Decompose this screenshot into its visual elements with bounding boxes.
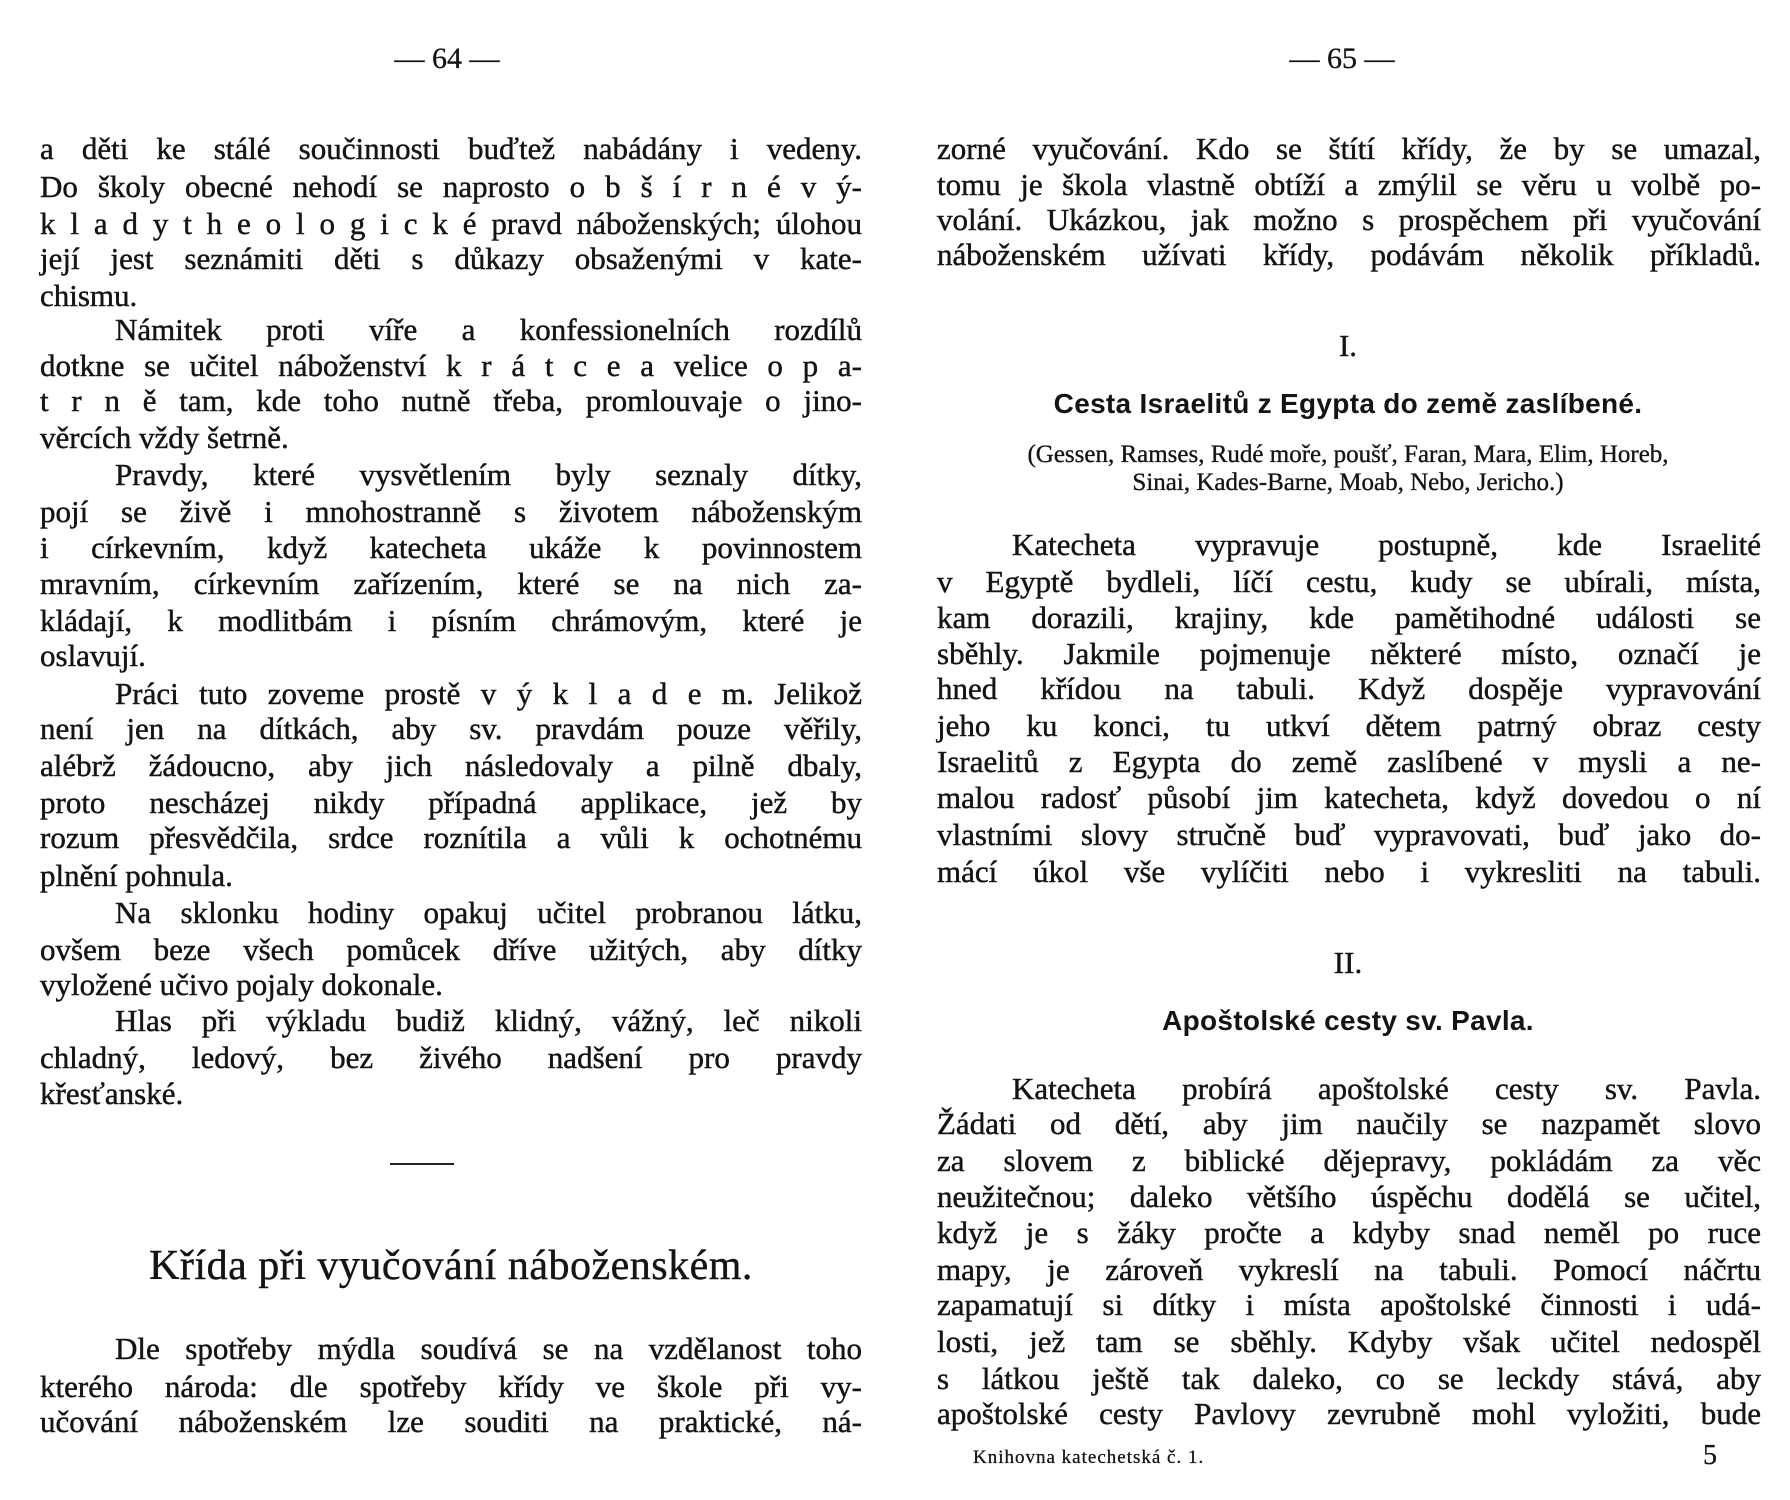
text-line: vlastními slovy stručně buď vypravovati, buď jako do- bbox=[937, 817, 1761, 852]
text-line: rozum přesvědčila, srdce roznítila a vůli k ochotnému bbox=[40, 820, 862, 855]
chapter-title: Křída při vyučování náboženském. bbox=[149, 1243, 753, 1289]
text-line: malou radosť působí jim katecheta, když dovedou o ní bbox=[937, 780, 1761, 815]
text-line: náboženském užívati křídy, podávám několik příkladů. bbox=[937, 237, 1761, 272]
text-line: její jest seznámiti děti s důkazy obsaženými v kate- bbox=[40, 241, 862, 276]
text-line: Pravdy, které vysvětlením byly seznaly dítky, bbox=[115, 457, 862, 492]
section-divider bbox=[390, 1163, 454, 1165]
places-list-line-2: Sinai, Kades-Barne, Moab, Nebo, Jericho.) bbox=[1132, 469, 1564, 496]
text-line: mravním, církevním zařízením, které se na nich za- bbox=[40, 566, 862, 601]
text-line: Práci tuto zoveme prostě v ý k l a d e m. Jelikož bbox=[115, 676, 862, 711]
text-line: hned křídou na tabuli. Když dospěje vypravování bbox=[937, 671, 1761, 706]
text-line: Dle spotřeby mýdla soudívá se na vzdělanost toho bbox=[115, 1331, 862, 1366]
text-line: jeho ku konci, tu utkví dětem patrný obraz cesty bbox=[937, 708, 1761, 743]
text-line: apoštolské cesty Pavlovy zevrubně mohl vyložiti, bude bbox=[937, 1396, 1761, 1431]
page-number-left: — 64 — bbox=[394, 42, 500, 75]
page-number-right: — 65 — bbox=[1289, 42, 1395, 75]
text-line: a děti ke stálé součinnosti buďtež nabádány i vedeny. bbox=[40, 131, 862, 166]
text-line: losti, jež tam se sběhly. Kdyby však učitel nedospěl bbox=[937, 1324, 1761, 1359]
text-line: zapamatují si dítky i místa apoštolské činnosti i udá- bbox=[937, 1287, 1761, 1322]
text-line: Námitek proti víře a konfessionelních rozdílů bbox=[115, 312, 862, 347]
text-line: mapy, je zároveň vykreslí na tabuli. Pomocí náčrtu bbox=[937, 1252, 1761, 1287]
text-line: zorné vyučování. Kdo se štítí křídy, že by se umazal, bbox=[937, 131, 1761, 166]
signature-mark: 5 bbox=[1703, 1440, 1717, 1471]
text-line: chladný, ledový, bez živého nadšení pro pravdy bbox=[40, 1040, 862, 1075]
text-line: pojí se živě i mnohostranně s životem náboženským bbox=[40, 494, 862, 529]
text-line: oslavují. bbox=[40, 638, 146, 673]
text-line: k l a d y t h e o l o g i c k é pravd náboženských; úlohou bbox=[40, 206, 862, 241]
text-line: kam dorazili, krajiny, kde pamětihodné události se bbox=[937, 600, 1761, 635]
text-line: Katecheta probírá apoštolské cesty sv. Pavla. bbox=[1012, 1071, 1761, 1106]
text-line: s látkou ještě tak daleko, co se leckdy stává, aby bbox=[937, 1361, 1761, 1396]
section-number-2: II. bbox=[1333, 945, 1363, 980]
text-line: tomu je škola vlastně obtíží a zmýlil se věru u volbě po- bbox=[937, 167, 1761, 202]
text-line: Hlas při výkladu budiž klidný, vážný, leč nikoli bbox=[115, 1003, 862, 1038]
text-line: v Egyptě bydleli, líčí cestu, kudy se ubírali, místa, bbox=[937, 564, 1761, 599]
section-number-1: I. bbox=[1338, 328, 1358, 363]
text-line: kterého národa: dle spotřeby křídy ve škole při vy- bbox=[40, 1369, 862, 1404]
text-line: za slovem z biblické dějepravy, pokládám za věc bbox=[937, 1143, 1761, 1178]
text-line: vyložené učivo pojaly dokonale. bbox=[40, 967, 443, 1002]
section-title-1: Cesta Israelitů z Egypta do země zaslíbené. bbox=[1053, 388, 1643, 419]
text-line: křesťanské. bbox=[40, 1076, 184, 1111]
text-line: učování náboženském lze souditi na praktické, ná- bbox=[40, 1404, 862, 1439]
footer-series-note: Knihovna katechetská č. 1. bbox=[973, 1447, 1205, 1468]
text-line: kládají, k modlitbám i písním chrámovým, které je bbox=[40, 603, 862, 638]
text-line: i církevním, když katecheta ukáže k povinnostem bbox=[40, 530, 862, 565]
text-line: volání. Ukázkou, jak možno s prospěchem při vyučování bbox=[937, 202, 1761, 237]
text-line: Na sklonku hodiny opakuj učitel probranou látku, bbox=[115, 895, 862, 930]
text-line: proto nescházej nikdy případná applikace, jež by bbox=[40, 785, 862, 820]
text-line: Žádati od dětí, aby jim naučily se nazpamět slovo bbox=[937, 1106, 1761, 1141]
text-line: sběhly. Jakmile pojmenuje některé místo, označí je bbox=[937, 636, 1761, 671]
text-line: plnění pohnula. bbox=[40, 858, 233, 893]
places-list-line-1: (Gessen, Ramses, Rudé moře, poušť, Faran, Mara, Elim, Horeb, bbox=[1027, 441, 1669, 468]
text-line: mácí úkol vše vylíčiti nebo i vykresliti na tabuli. bbox=[937, 854, 1761, 889]
text-line: neužitečnou; daleko většího úspěchu dodělá se učitel, bbox=[937, 1179, 1761, 1214]
text-line: dotkne se učitel náboženství k r á t c e a velice o p a- bbox=[40, 348, 862, 383]
text-line: není jen na dítkách, aby sv. pravdám pouze věřily, bbox=[40, 711, 862, 746]
text-line: chismu. bbox=[40, 278, 138, 313]
right-page bbox=[895, 0, 1790, 1500]
text-line: alébrž žádoucno, aby jich následovaly a pilně dbaly, bbox=[40, 748, 862, 783]
text-line: Israelitů z Egypta do země zaslíbené v mysli a ne- bbox=[937, 744, 1761, 779]
section-title-2: Apoštolské cesty sv. Pavla. bbox=[1162, 1005, 1534, 1036]
text-line: t r n ě tam, kde toho nutně třeba, promlouvaje o jino- bbox=[40, 383, 862, 418]
text-line: ovšem beze všech pomůcek dříve užitých, aby dítky bbox=[40, 932, 862, 967]
text-line: když je s žáky pročte a kdyby snad neměl po ruce bbox=[937, 1215, 1761, 1250]
text-line: věrcích vždy šetrně. bbox=[40, 420, 289, 455]
text-line: Do školy obecné nehodí se naprosto o b š í r n é v ý- bbox=[40, 169, 862, 204]
text-line: Katecheta vypravuje postupně, kde Israelité bbox=[1012, 527, 1761, 562]
